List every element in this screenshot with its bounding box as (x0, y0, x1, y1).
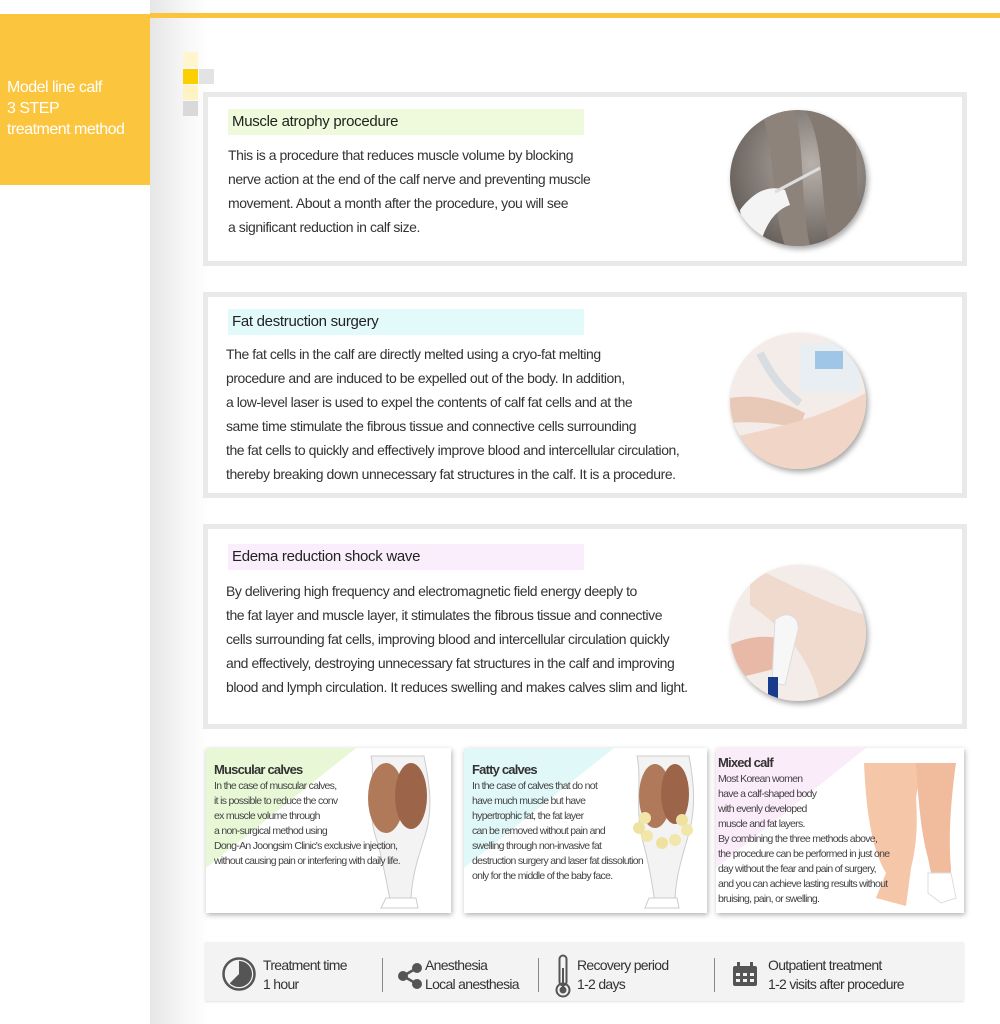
calendar-icon (731, 962, 759, 988)
step-title: Muscle atrophy procedure (228, 109, 584, 135)
info-label: Outpatient treatment (768, 957, 882, 973)
calf-type-description: Most Korean women have a calf-shaped body with evenly developed muscle and fat layers. By combining the three methods above, the procedure can be performed in just one day without the fear and pain of surgery, and you can achieve lasting results without bruising, pain, or swelling. (718, 773, 890, 905)
step-card-muscle-atrophy (203, 92, 967, 266)
info-label: Recovery period (577, 957, 669, 973)
calf-type-description: In the case of calves that do not have much muscle but have hypertrophic fat, the fat layer can be removed without pain and swelling through non-invasive fat destruction surgery and laser fat dissolution only for the middle of the baby face. (472, 780, 644, 882)
calf-type-card-muscular (206, 748, 451, 913)
info-outpatient-treatment (731, 942, 961, 1001)
step-title: Fat destruction surgery (228, 309, 584, 335)
info-value: 1-2 visits after procedure (768, 976, 904, 992)
step-card-edema-shockwave (203, 524, 967, 729)
step-description: This is a procedure that reduces muscle volume by blocking nerve action at the end of the calf nerve and preventing muscle movement. About a month after the procedure, you will see a significant reduction in calf size. (228, 147, 591, 235)
info-recovery-period (555, 942, 705, 1001)
step-card-fat-destruction (203, 292, 967, 498)
divider (382, 958, 383, 992)
calf-type-title: Fatty calves (472, 762, 537, 777)
calf-type-description: In the case of muscular calves, it is possible to reduce the conv ex muscle volume through a non-surgical method using Dong-An Joongsim Clinic's exclusive injection, without causing pain or interfering with daily life. (214, 780, 400, 867)
thermometer-icon (555, 954, 571, 998)
calf-type-card-fatty (464, 748, 707, 913)
step-title: Edema reduction shock wave (228, 544, 584, 570)
cryo-device-photo (730, 333, 866, 469)
info-label: Treatment time (263, 957, 347, 973)
top-accent-line (150, 13, 1000, 18)
sidebar-title-line-1: Model line calf (7, 79, 102, 96)
divider (714, 958, 715, 992)
calf-type-title: Muscular calves (214, 762, 303, 777)
sidebar-title-line-2: 3 STEP (7, 100, 60, 117)
step-description: The fat cells in the calf are directly melted using a cryo-fat melting procedure and are induced to be expelled out of the body. In addition, a low-level laser is used to expel the contents of calf fat cells and at the same time stimulate the fibrous tissue and connective cells surrounding the fat cells to quickly and effectively improve blood and intercellular circulation, thereby breaking down unnecessary fat structures in the calf. It is a procedure. (226, 346, 680, 482)
content-edge-shadow (150, 0, 210, 1024)
step-description: By delivering high frequency and electromagnetic field energy deeply to the fat layer and muscle layer, it stimulates the fibrous tissue and connective cells surrounding fat cells, improving blood and intercellular circulation quickly and effectively, destroying unnecessary fat structures in the calf and improving blood and lymph circulation. It reduces swelling and makes calves slim and light. (226, 583, 688, 695)
treatment-info-bar (205, 942, 964, 1001)
info-anesthesia (397, 942, 537, 1001)
info-value: 1-2 days (577, 976, 626, 992)
share-icon (397, 962, 423, 990)
info-value: Local anesthesia (425, 976, 519, 992)
injection-calf-photo (730, 110, 866, 246)
divider (538, 958, 539, 992)
info-treatment-time (221, 942, 381, 1001)
info-value: 1 hour (263, 976, 299, 992)
sidebar-tab-active[interactable] (0, 14, 150, 185)
calf-type-card-mixed (716, 748, 964, 913)
shockwave-device-photo (730, 565, 866, 701)
info-label: Anesthesia (425, 957, 488, 973)
sidebar-title-line-3: treatment method (7, 121, 125, 138)
calf-type-title: Mixed calf (718, 755, 773, 770)
clock-icon (221, 956, 257, 992)
